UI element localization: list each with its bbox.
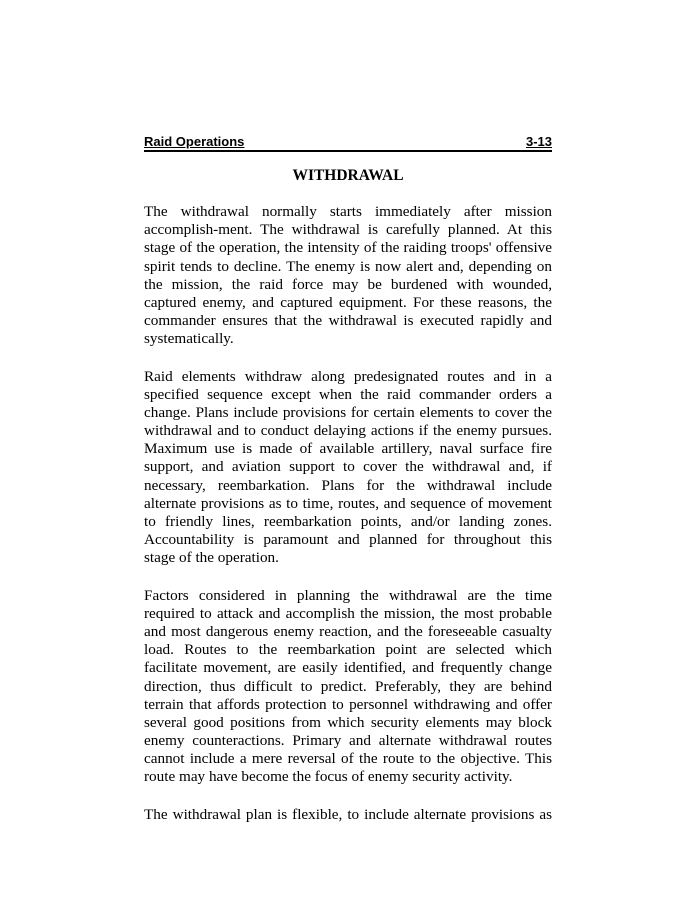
- text-line: facilitate movement, are easily identified, and frequently change: [144, 659, 552, 677]
- text-line: Maximum use is made of available artillery, naval surface fire: [144, 440, 552, 458]
- text-line: the mission, the raid force may be burdened with wounded,: [144, 275, 552, 293]
- text-line: captured enemy, and captured equipment. For these reasons, the: [144, 293, 552, 311]
- paragraph: [144, 806, 552, 824]
- text-line: to friendly lines, reembarkation points, and/or landing zones.: [144, 513, 552, 530]
- text-line: systematically.: [144, 330, 234, 348]
- text-line: Factors considered in planning the withdrawal are the time: [144, 586, 552, 604]
- paragraph: [144, 203, 552, 349]
- text-line: spirit tends to decline. The enemy is now alert and, depending on: [144, 257, 552, 275]
- text-line: load. Routes to the reembarkation point are selected which: [144, 641, 552, 659]
- text-line: withdrawal and to conduct delaying actions if the enemy pursues.: [144, 422, 552, 440]
- text-line: enemy counteractions. Primary and alternate withdrawal routes: [144, 732, 552, 750]
- text-line: Accountability is paramount and planned for throughout this: [144, 531, 552, 549]
- text-line: stage of the operation, the intensity of the raiding troops' offensive: [144, 239, 552, 257]
- text-line: stage of the operation.: [144, 549, 279, 567]
- paragraph: [144, 368, 552, 568]
- body-text: [144, 203, 552, 843]
- text-line: specified sequence except when the raid commander orders a: [144, 385, 552, 403]
- text-line: terrain that affords protection to personnel withdrawing and offer: [144, 695, 552, 713]
- text-line: necessary, reembarkation. Plans for the withdrawal include: [144, 476, 552, 494]
- text-line: accomplish-ment. The withdrawal is carefully planned. At this: [144, 221, 552, 239]
- paragraph: [144, 587, 552, 787]
- text-line: alternate provisions as to time, routes, and sequence of movement: [144, 494, 552, 512]
- text-line: cannot include a mere reversal of the route to the objective. This: [144, 750, 552, 768]
- text-line: The withdrawal normally starts immediately after mission: [144, 203, 552, 220]
- text-line: route may have become the focus of enemy security activity.: [144, 768, 513, 786]
- section-heading: WITHDRAWAL: [292, 167, 404, 184]
- section-title: Raid Operations: [144, 134, 245, 149]
- text-line: several good positions from which security elements may block: [144, 713, 552, 731]
- text-line: direction, thus difficult to predict. Preferably, they are behind: [144, 677, 552, 695]
- text-line: and most dangerous enemy reaction, and the foreseeable casualty: [144, 622, 552, 640]
- text-line: Raid elements withdraw along predesignated routes and in a: [144, 367, 552, 385]
- page-number: 3-13: [525, 134, 552, 149]
- text-line: change. Plans include provisions for certain elements to cover the: [144, 403, 552, 421]
- text-line: required to attack and accomplish the mission, the most probable: [144, 604, 552, 622]
- text-line: The withdrawal plan is flexible, to include alternate provisions as: [144, 805, 552, 823]
- text-line: commander ensures that the withdrawal is executed rapidly and: [144, 312, 552, 330]
- running-header: [144, 134, 552, 152]
- text-line: support, and aviation support to cover the withdrawal and, if: [144, 458, 552, 476]
